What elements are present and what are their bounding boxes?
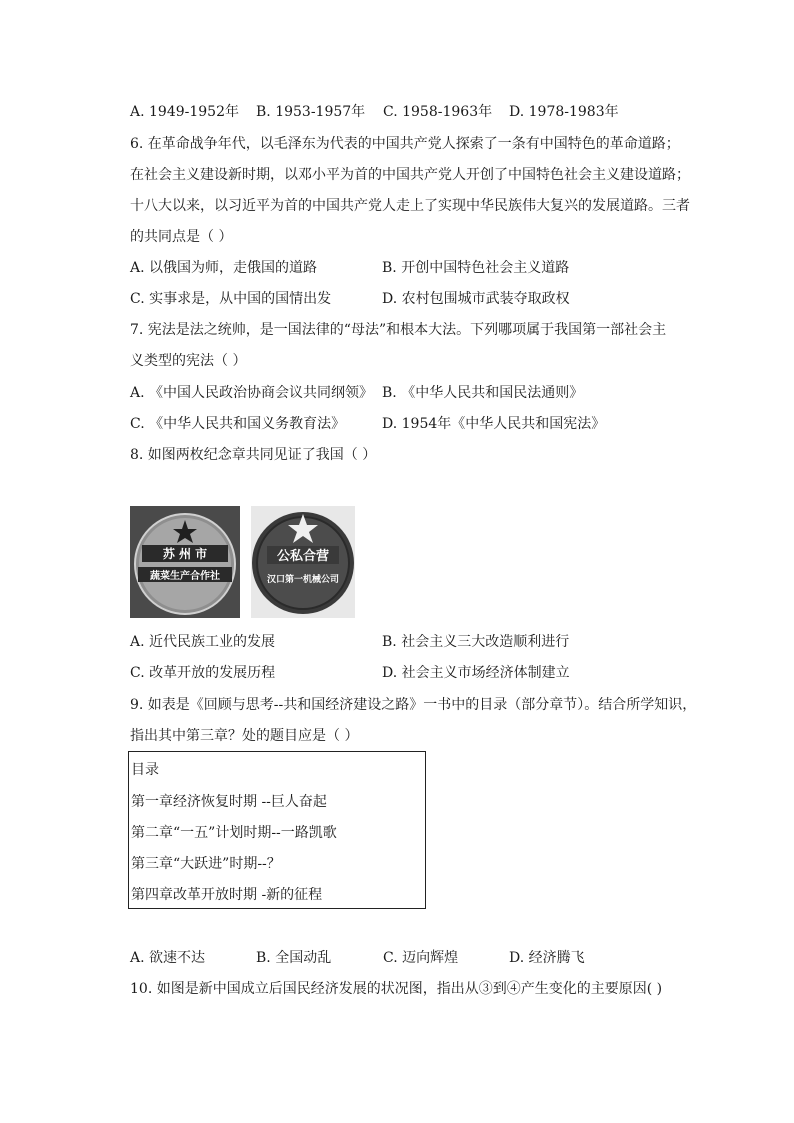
q8-option-d: D. 社会主义市场经济体制建立 [382, 665, 570, 681]
q7-option-c: C. 《中华人民共和国义务教育法》 [130, 416, 346, 432]
q5-option-b: B. 1953-1957年 [256, 104, 366, 120]
medal2-text-2: 汉口第一机械公司 [266, 575, 340, 585]
q10-stem: 10. 如图是新中国成立后国民经济发展的状况图，指出从③到④产生变化的主要原因( ) [130, 981, 663, 997]
q8-option-c: C. 改革开放的发展历程 [130, 665, 276, 681]
q6-option-d: D. 农村包围城市武装夺取政权 [382, 291, 570, 307]
q9-option-d: D. 经济腾飞 [509, 950, 585, 966]
q8-stem: 8. 如图两枚纪念章共同见证了我国（ ） [130, 447, 377, 463]
medal-image-2 [251, 506, 355, 618]
toc-chapter-1: 第一章经济恢复时期 --巨人奋起 [131, 794, 327, 810]
q5-option-d: D. 1978-1983年 [509, 104, 619, 120]
medal2-text-1: 公私合营 [276, 549, 330, 564]
q8-option-a: A. 近代民族工业的发展 [130, 634, 276, 650]
q9-stem-line-2: 指出其中第三章？处的题目应是（ ） [130, 728, 359, 744]
q9-option-b: B. 全国动乱 [256, 950, 332, 966]
q9-option-c: C. 迈向辉煌 [383, 950, 459, 966]
q7-stem-line-2: 义类型的宪法（ ） [130, 353, 247, 369]
toc-chapter-3: 第三章“大跃进”时期--？ [131, 856, 281, 872]
q6-option-a: A. 以俄国为师，走俄国的道路 [130, 260, 318, 276]
toc-chapter-2: 第二章“一五”计划时期--一路凯歌 [131, 825, 337, 841]
toc-chapter-4: 第四章改革开放时期 -新的征程 [131, 887, 323, 903]
toc-title: 目录 [131, 762, 159, 778]
q9-option-a: A. 欲速不达 [130, 950, 206, 966]
q6-option-b: B. 开创中国特色社会主义道路 [382, 260, 570, 276]
q8-option-b: B. 社会主义三大改造顺利进行 [382, 634, 570, 650]
q9-stem-line-1: 9. 如表是《回顾与思考--共和国经济建设之路》一书中的目录（部分章节）。结合所学知识， [130, 697, 697, 713]
q5-option-a: A. 1949-1952年 [130, 104, 239, 120]
medal-image-1 [130, 506, 240, 618]
medal1-text-1: 苏 州 市 [162, 547, 208, 561]
q6-stem-line-2: 在社会主义建设新时期，以邓小平为首的中国共产党人开创了中国特色社会主义建设道路； [130, 167, 690, 183]
table-of-contents [128, 751, 426, 909]
q6-stem-line-1: 6. 在革命战争年代，以毛泽东为代表的中国共产党人探索了一条有中国特色的革命道路； [130, 136, 680, 152]
q7-option-d: D. 1954年《中华人民共和国宪法》 [382, 416, 606, 432]
q7-stem-line-1: 7. 宪法是法之统帅，是一国法律的“母法”和根本大法。下列哪项属于我国第一部社会主 [130, 322, 667, 338]
medal1-text-2: 蔬菜生产合作社 [150, 571, 220, 582]
q6-stem-line-3: 十八大以来，以习近平为首的中国共产党人走上了实现中华民族伟大复兴的发展道路。三者 [130, 198, 690, 214]
q6-option-c: C. 实事求是，从中国的国情出发 [130, 291, 332, 307]
q7-option-a: A. 《中国人民政治协商会议共同纲领》 [130, 385, 374, 401]
q7-option-b: B. 《中华人民共和国民法通则》 [382, 385, 584, 401]
q5-option-c: C. 1958-1963年 [383, 104, 493, 120]
q6-stem-line-4: 的共同点是（ ） [130, 229, 233, 245]
